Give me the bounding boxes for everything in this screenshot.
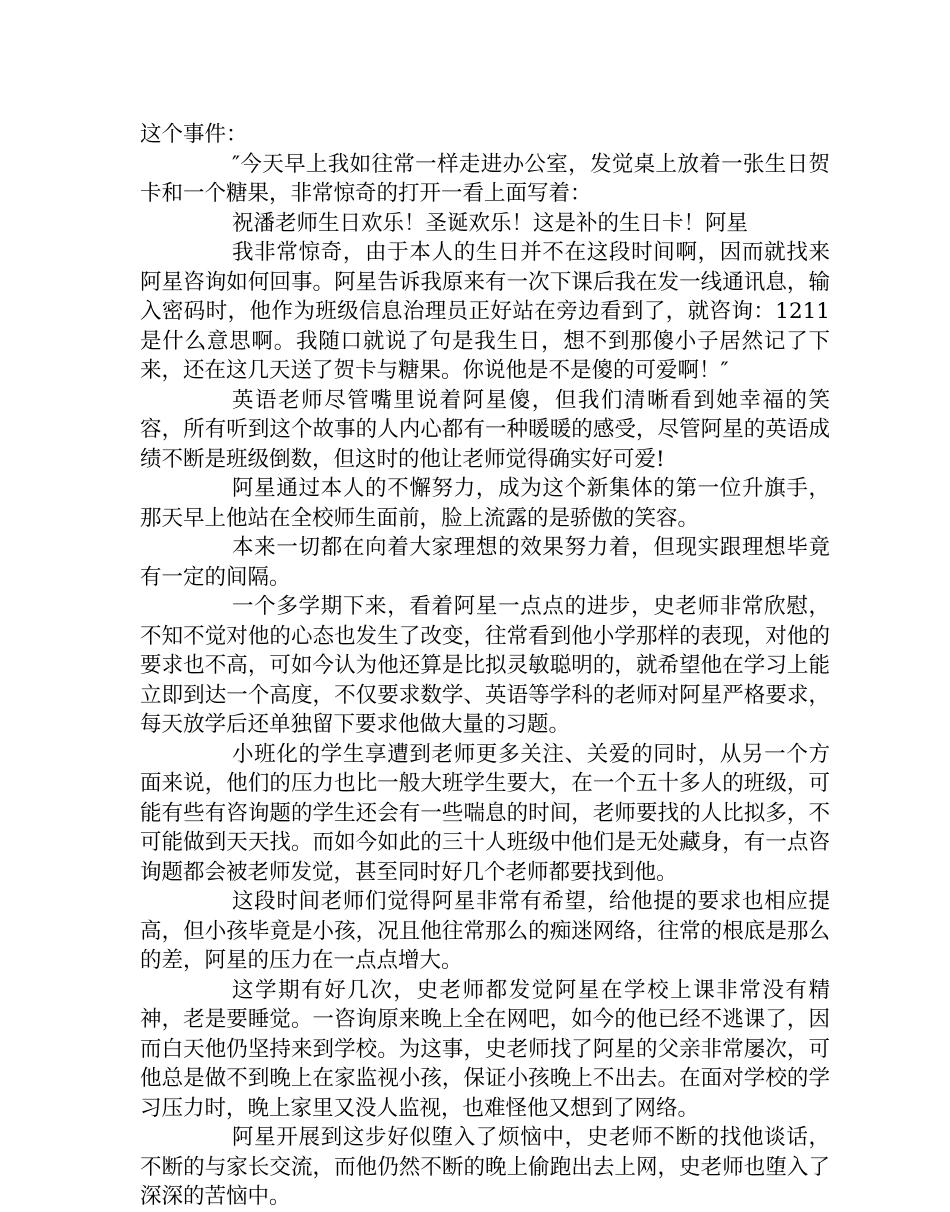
paragraph: 这学期有好几次，史老师都发觉阿星在学校上课非常没有精神，老是要睡觉。一咨询原来晚上全在网吧，如今的他已经不逃课了，因而白天他仍坚持来到学校。为这事，史老师找了阿星的父亲非常屡次，可他总是做不到晚上在家监视小孩，保证小孩晚上不出去。在面对学校的学习压力时，晚上家里又没人监视，也难怪他又想到了网络。 [140, 977, 830, 1121]
paragraph-card-text: 祝潘老师生日欢乐！圣诞欢乐！这是补的生日卡！阿星 [232, 210, 749, 236]
paragraph-intro: 这个事件： [140, 122, 248, 147]
paragraph: 英语老师尽管嘴里说着阿星傻，但我们清晰看到她幸福的笑容，所有听到这个故事的人内心都有一种暖暖的感受，尽管阿星的英语成绩不断是班级倒数，但这时的他让老师觉得确实好可爱! [140, 387, 830, 472]
paragraph: 小班化的学生享遭到老师更多关注、关爱的同时，从另一个方面来说，他们的压力也比一般大班学生要大，在一个五十多人的班级，可能有些有咨询题的学生还会有一些喘息的时间，老师要找的人比拟多，不可能做到天天找。而如今如此的三十人班级中他们是无处藏身，有一点咨询题都会被老师发觉，甚至同时好几个老师都要找到他。 [140, 741, 830, 885]
paragraph: 阿星通过本人的不懈努力，成为这个新集体的第一位升旗手，那天早上他站在全校师生面前，脸上流露的是骄傲的笑容。 [140, 476, 830, 531]
paragraph-teacher-story: 我非常惊奇，由于本人的生日并不在这段时间啊，因而就找来阿星咨询如何回事。阿星告诉我原来有一次下课后我在发一线通讯息，输入密码时，他作为班级信息治理员正好站在旁边看到了，就咨询：1211是什么意思啊。我随口就说了句是我生日，想不到那傻小子居然记了下来，还在这几天送了贺卡与糖果。你说他是不是傻的可爱啊！″ [140, 240, 830, 383]
paragraph: 阿星开展到这步好似堕入了烦恼中，史老师不断的找他谈话，不断的与家长交流，而他仍然不断的晚上偷跑出去上网，史老师也堕入了深深的苦恼中。 [140, 1125, 830, 1209]
paragraph: 这段时间老师们觉得阿星非常有希望，给他提的要求也相应提高，但小孩毕竟是小孩，况且他往常那么的痴迷网络，往常的根底是那么的差，阿星的压力在一点点增大。 [140, 889, 830, 973]
paragraph: 一个多学期下来，看着阿星一点点的进步，史老师非常欣慰，不知不觉对他的心态也发生了改变，往常看到他小学那样的表现，对他的要求也不高，可如今认为他还算是比拟灵敏聪明的，就希望他在学习上能立即到达一个高度，不仅要求数学、英语等学科的老师对阿星严格要求，每天放学后还单独留下要求他做大量的习题。 [140, 594, 830, 737]
paragraph: 本来一切都在向着大家理想的效果努力着，但现实跟理想毕竟有一定的间隔。 [140, 535, 830, 590]
document-body [140, 120, 830, 1212]
paragraph-quote-start: ″今天早上我如往常一样走进办公室，发觉桌上放着一张生日贺卡和一个糖果，非常惊奇的打开一看上面写着： [140, 151, 830, 206]
